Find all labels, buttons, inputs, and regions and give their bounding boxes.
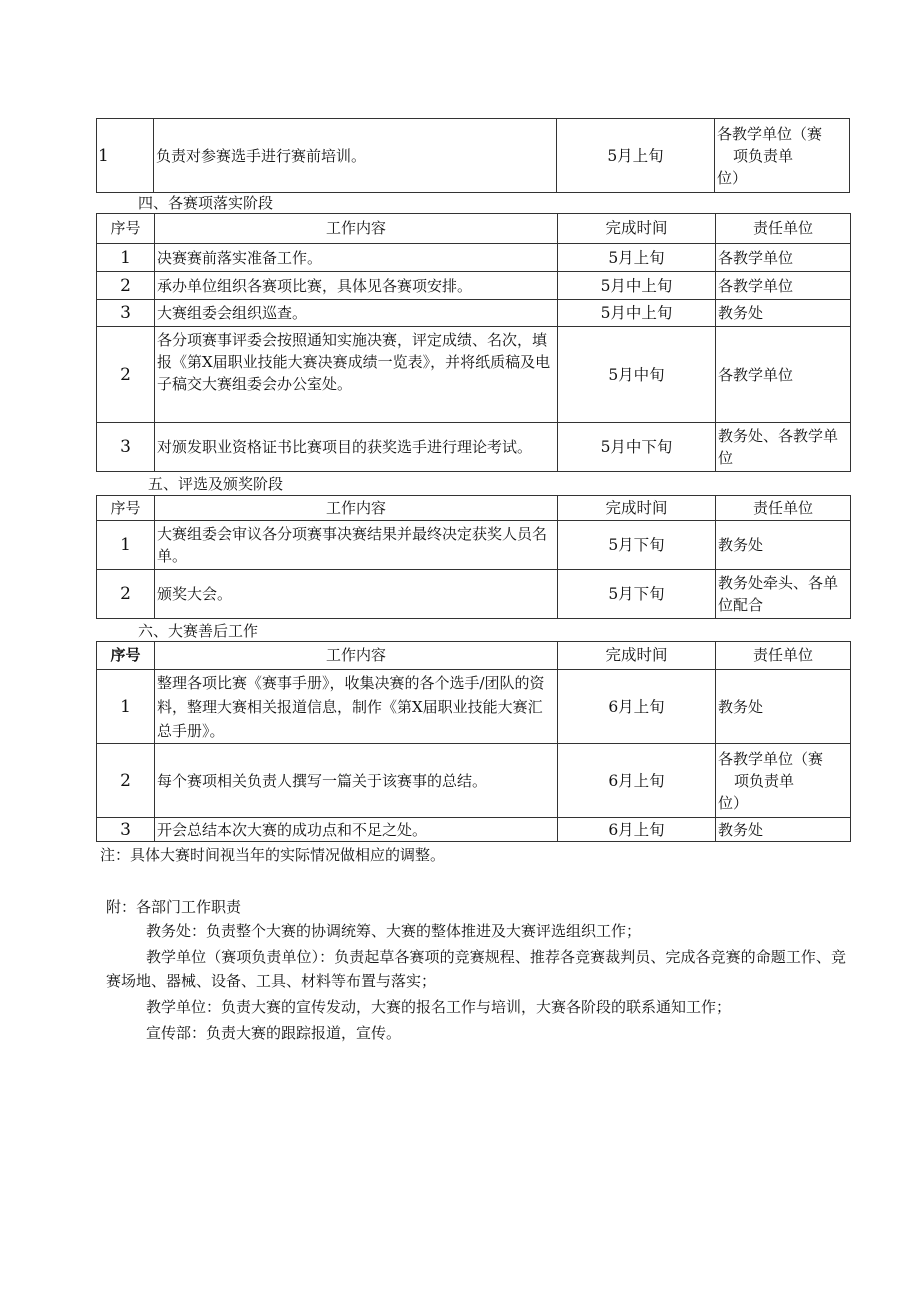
work-content: 决赛赛前落实准备工作。 [155,244,558,272]
header-content: 工作内容 [155,642,558,670]
table-row [97,272,851,300]
section-title: 六、大赛善后工作 [138,622,259,640]
completion-time: 5月下旬 [558,570,716,619]
unit-line: 位） [717,168,748,187]
section-title: 四、各赛项落实阶段 [138,194,274,212]
section6-table [96,641,851,842]
responsible-unit: 教务处 [716,521,851,570]
row-number: 2 [97,272,155,300]
header-content: 工作内容 [155,214,558,244]
header-no: 序号 [97,496,155,521]
appendix-item: 教务处：负责整个大赛的协调统筹、大赛的整体推进及大赛评选组织工作； [146,922,642,940]
row-number: 2 [97,327,155,423]
completion-time: 5月中上旬 [558,300,716,327]
work-content: 整理各项比赛《赛事手册》，收集决赛的各个选手/团队的资料，整理大赛相关报道信息，制作《第X届职业技能大赛汇总手册》。 [155,670,558,744]
table-row [97,119,850,193]
top-table [96,118,850,193]
responsible-unit: 教务处 [716,818,851,842]
appendix-item: 教学单位（赛项负责单位）：负责起草各赛项的竞赛规程、推荐各竞赛裁判员、完成各竞赛的命题工作、竞赛场地、器械、设备、工具、材料等布置与落实； [106,948,846,990]
work-content: 负责对参赛选手进行赛前培训。 [154,119,557,193]
unit-line: 项负责单 [733,146,794,165]
responsible-unit: 教务处牵头、各单位配合 [716,570,851,619]
row-number: 2 [97,570,155,619]
header-time: 完成时间 [558,642,716,670]
appendix-item: 教学单位：负责大赛的宣传发动，大赛的报名工作与培训，大赛各阶段的联系通知工作； [146,998,732,1016]
table-row [97,327,851,423]
responsible-unit: 各教学单位 [716,272,851,300]
table-header-row [97,642,851,670]
table-row [97,423,851,472]
work-content: 颁奖大会。 [155,570,558,619]
table-row [97,244,851,272]
table-row [97,521,851,570]
unit-line: 项负责单 [734,771,795,790]
table-row [97,744,851,818]
row-number: 1 [97,119,154,193]
responsible-unit [715,119,850,193]
header-time: 完成时间 [558,214,716,244]
responsible-unit [716,744,851,818]
header-no: 序号 [97,214,155,244]
row-number: 1 [97,521,155,570]
header-time: 完成时间 [558,496,716,521]
table-row [97,670,851,744]
header-unit: 责任单位 [716,496,851,521]
completion-time: 5月中旬 [558,327,716,423]
work-content: 开会总结本次大赛的成功点和不足之处。 [155,818,558,842]
work-content: 承办单位组织各赛项比赛，具体见各赛项安排。 [155,272,558,300]
completion-time: 5月上旬 [558,244,716,272]
row-number: 3 [97,423,155,472]
header-no: 序号 [97,642,155,670]
responsible-unit: 各教学单位 [716,244,851,272]
appendix-item: 宣传部：负责大赛的跟踪报道，宣传。 [146,1024,402,1042]
work-content: 每个赛项相关负责人撰写一篇关于该赛事的总结。 [155,744,558,818]
completion-time: 6月上旬 [558,818,716,842]
work-content: 大赛组委会审议各分项赛事决赛结果并最终决定获奖人员名单。 [155,521,558,570]
responsible-unit: 教务处 [716,300,851,327]
completion-time: 6月上旬 [558,670,716,744]
completion-time: 5月上旬 [557,119,715,193]
unit-line: 位） [718,793,749,812]
row-number: 2 [97,744,155,818]
table-row [97,570,851,619]
table-header-row [97,214,851,244]
table-row [97,818,851,842]
row-number: 1 [97,670,155,744]
header-unit: 责任单位 [716,642,851,670]
unit-line: 各教学单位（赛 [718,749,824,768]
table-row [97,300,851,327]
header-content: 工作内容 [155,496,558,521]
section4-table [96,213,851,472]
work-content: 大赛组委会组织巡查。 [155,300,558,327]
row-number: 1 [97,244,155,272]
row-number: 3 [97,818,155,842]
completion-time: 5月下旬 [558,521,716,570]
completion-time: 6月上旬 [558,744,716,818]
table-header-row [97,496,851,521]
section5-table [96,495,851,619]
section-title: 五、评选及颁奖阶段 [148,475,284,493]
note: 注：具体大赛时间视当年的实际情况做相应的调整。 [100,846,446,864]
header-unit: 责任单位 [716,214,851,244]
responsible-unit: 教务处、各教学单位 [716,423,851,472]
completion-time: 5月中下旬 [558,423,716,472]
appendix-title: 附：各部门工作职责 [106,898,242,916]
row-number: 3 [97,300,155,327]
work-content: 各分项赛事评委会按照通知实施决赛，评定成绩、名次，填报《第X届职业技能大赛决赛成绩一览表》，并将纸质稿及电子稿交大赛组委会办公室处。 [155,327,558,423]
work-content: 对颁发职业资格证书比赛项目的获奖选手进行理论考试。 [155,423,558,472]
responsible-unit: 各教学单位 [716,327,851,423]
responsible-unit: 教务处 [716,670,851,744]
completion-time: 5月中上旬 [558,272,716,300]
unit-line: 各教学单位（赛 [717,124,823,143]
